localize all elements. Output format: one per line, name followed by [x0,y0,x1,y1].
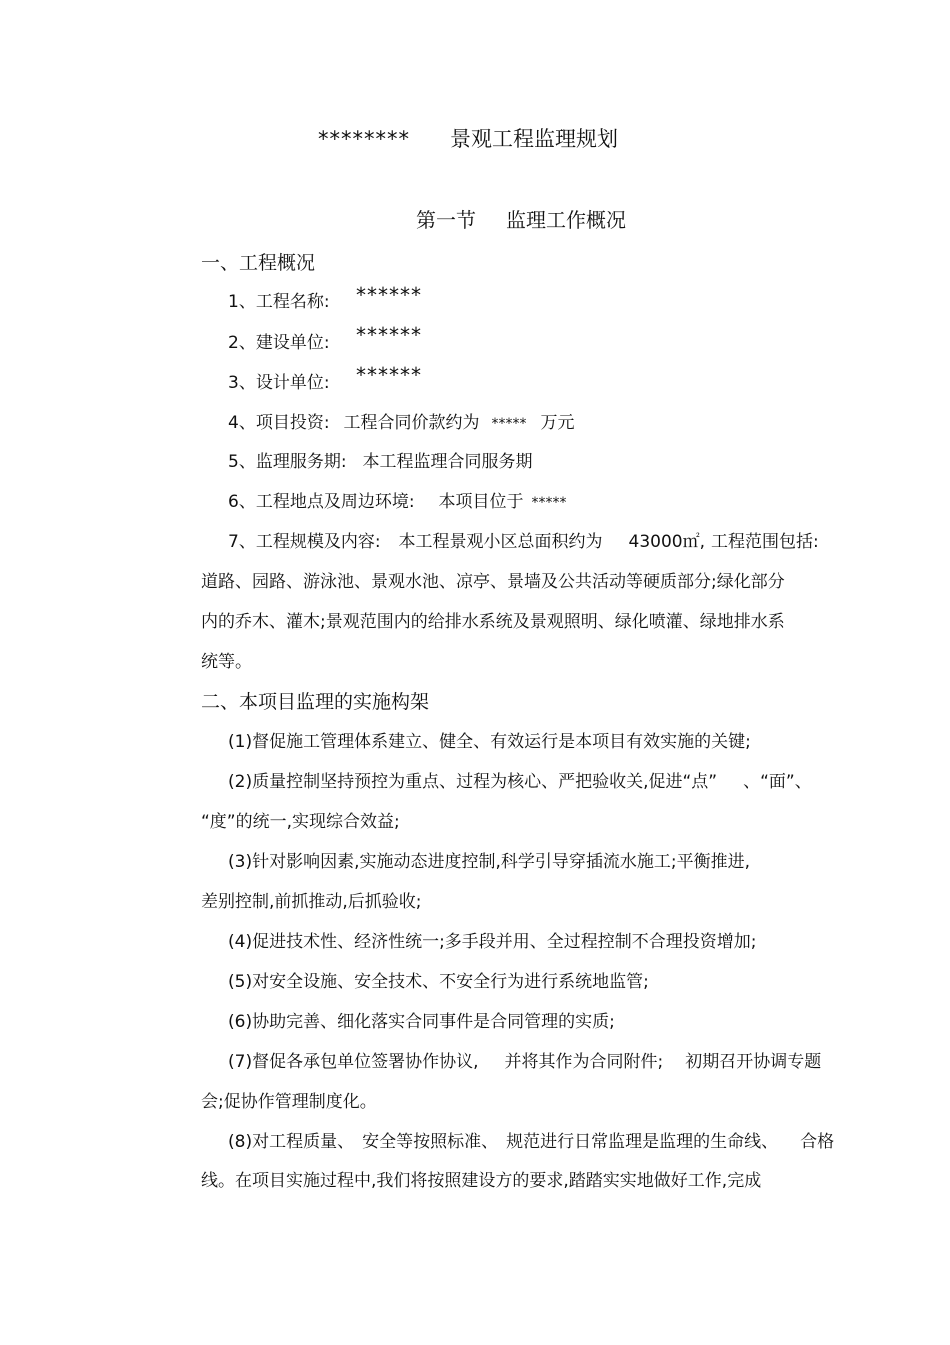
heading-implementation-framework: 二、本项目监理的实施构架 [201,691,430,713]
item-7-part-b: 并将其作为合同附件; [504,1052,664,1072]
designer-label: 3、设计单位: [228,373,330,393]
scale-line-2: 道路、园路、游泳池、景观水池、凉亭、景墙及公共活动等硬质部分;绿化部分 [201,572,785,592]
investment-label: 4、项目投资: [228,413,330,433]
location-line [228,491,567,514]
project-name-label: 1、工程名称: [228,292,330,312]
scale-area: 43000㎡, [628,532,706,552]
service-period-label: 5、监理服务期: [228,452,347,472]
item-8-part-c: 规范进行日常监理是监理的生命线、 [506,1132,779,1152]
location-label: 6、工程地点及周边环境: [228,492,415,512]
title-main: 景观工程监理规划 [450,127,618,151]
service-period-value: 本工程监理合同服务期 [362,452,533,472]
scale-text: 本工程景观小区总面积约为 [398,532,603,552]
builder-label: 2、建设单位: [228,333,330,353]
investment-unit: 万元 [540,413,575,433]
section-number: 第一节 [416,208,476,232]
builder-value: ****** [356,323,422,347]
item-7-part-c: 初期召开协调专题 [685,1052,822,1072]
item-6: (6)协助完善、细化落实合同事件是合同管理的实质; [228,1012,615,1032]
title-stars: ******** [318,127,410,151]
item-3-line-2: 差别控制,前抓推动,后抓验收; [201,892,422,912]
investment-stars: ***** [491,416,527,432]
designer-value: ****** [356,363,422,387]
section-heading [416,206,626,234]
item-7-part-a: (7)督促各承包单位签署协作协议, [228,1052,479,1072]
scale-line-1 [228,531,819,553]
location-stars: ***** [531,495,567,511]
item-2-line-2: “度”的统一,实现综合效益; [201,812,400,832]
document-title [318,124,618,154]
location-text: 本项目位于 [438,492,524,512]
heading-project-overview: 一、工程概况 [201,252,316,274]
item-7-line-1 [228,1051,821,1073]
scale-line-4: 统等。 [201,652,252,672]
scale-label: 7、工程规模及内容: [228,532,381,552]
item-4: (4)促进技术性、经济性统一;多手段并用、全过程控制不合理投资增加; [228,932,757,952]
investment-line [228,412,575,435]
item-3-line-1: (3)针对影响因素,实施动态进度控制,科学引导穿插流水施工;平衡推进, [228,852,751,872]
scale-tail: 工程范围包括: [711,532,819,552]
item-8-part-b: 安全等按照标准、 [362,1132,499,1152]
section-title: 监理工作概况 [506,208,626,232]
item-1: (1)督促施工管理体系建立、健全、有效运行是本项目有效实施的关键; [228,732,751,752]
item-8-line-1 [228,1131,834,1153]
investment-text: 工程合同价款约为 [343,413,480,433]
service-period-line [228,451,533,473]
item-2-line-1 [228,771,812,793]
item-7-line-2: 会;促协作管理制度化。 [201,1092,377,1112]
item-5: (5)对安全设施、安全技术、不安全行为进行系统地监管; [228,972,649,992]
item-2-text: (2)质量控制坚持预控为重点、过程为核心、严把验收关,促进“点” [228,772,718,792]
scale-line-3: 内的乔木、灌木;景观范围内的给排水系统及景观照明、绿化喷灌、绿地排水系 [201,612,785,632]
item-8-part-d: 合格 [800,1132,835,1152]
item-8-line-2: 线。在项目实施过程中,我们将按照建设方的要求,踏踏实实地做好工作,完成 [201,1171,762,1191]
item-2-tail: 、“面”、 [743,772,812,792]
project-name-value: ****** [356,283,422,307]
item-8-part-a: (8)对工程质量、 [228,1132,355,1152]
